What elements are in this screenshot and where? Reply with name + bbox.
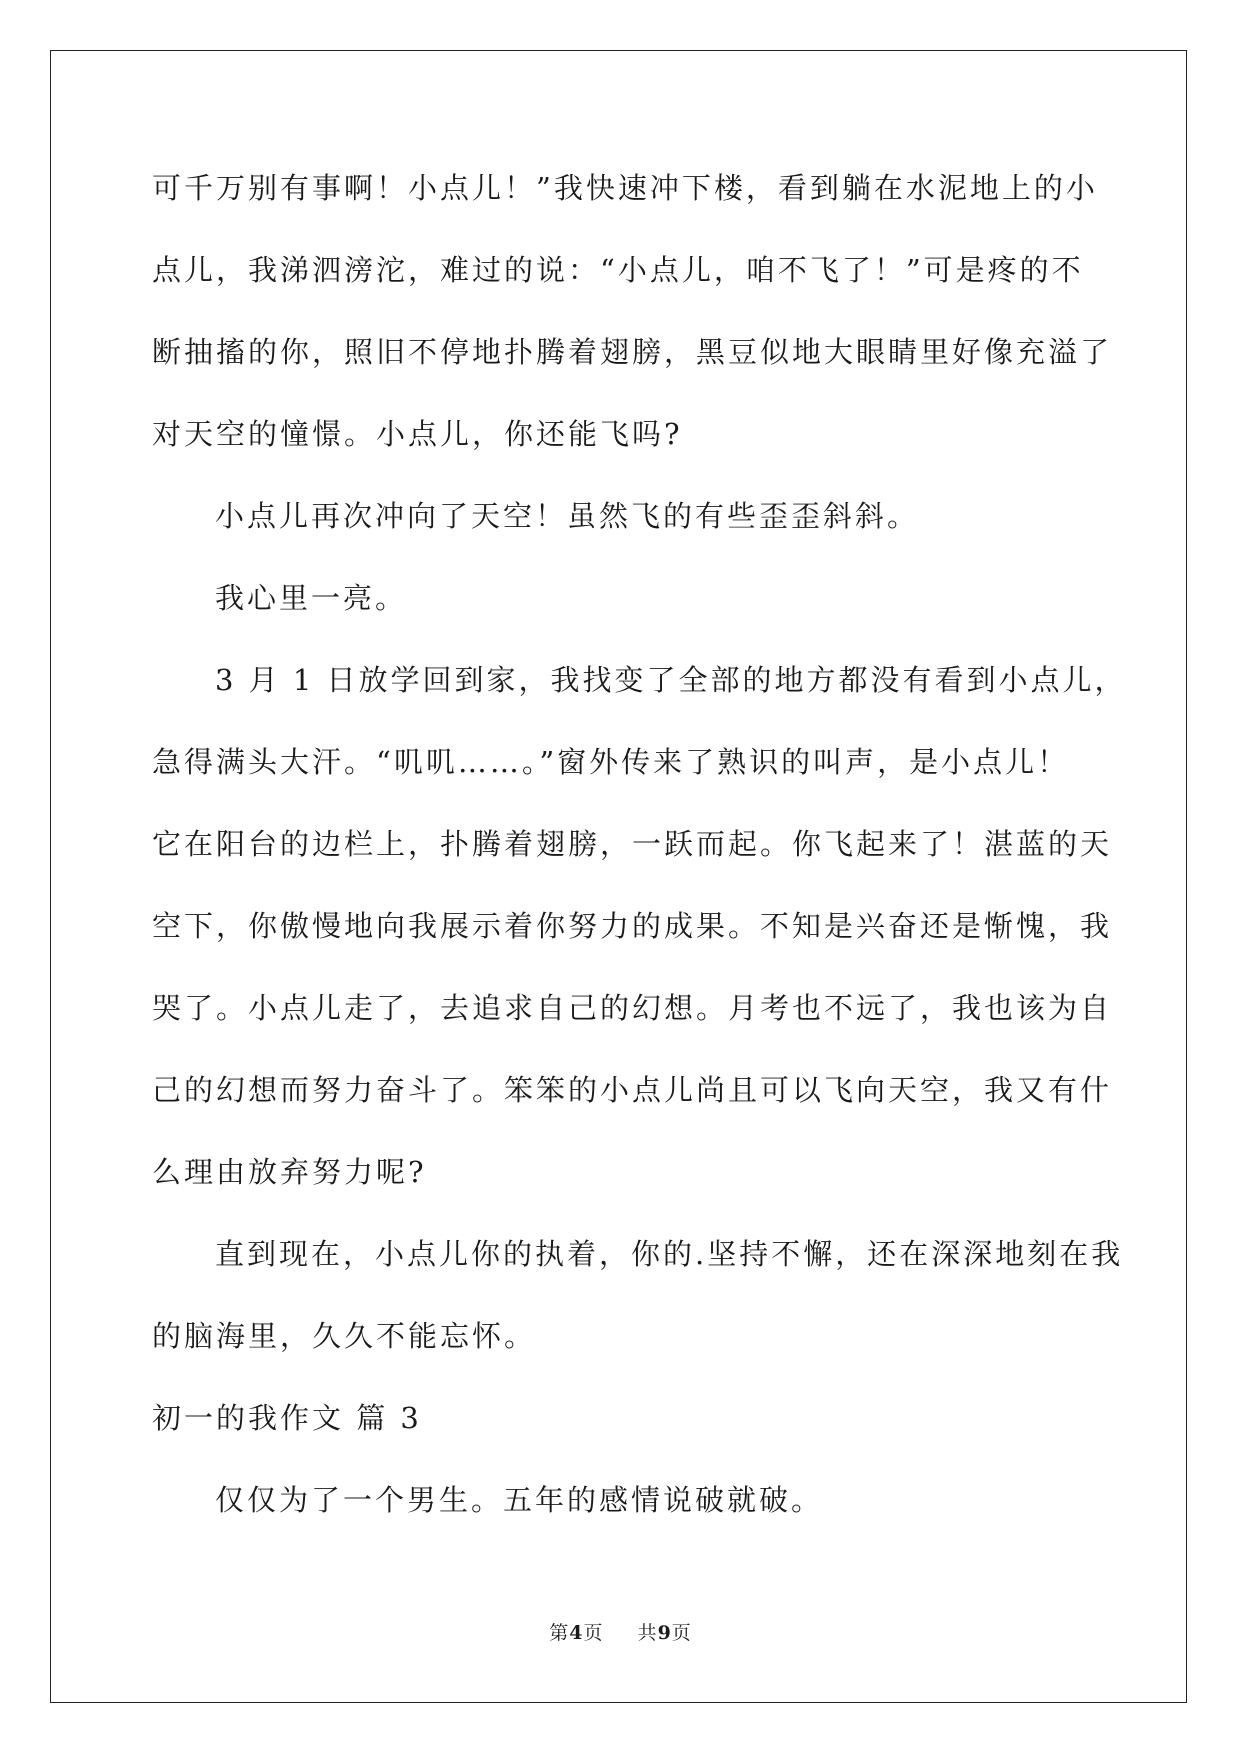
- text-line: 仅仅为了一个男生。五年的感情说破就破。: [215, 1483, 824, 1517]
- total-suffix: 页: [671, 1622, 692, 1644]
- text-line: 3 月 1 日放学回到家，我找变了全部的地方都没有看到小点儿，: [215, 663, 1127, 697]
- text-line: 急得满头大汗。“叽叽……。”窗外传来了熟识的叫声，是小点儿！: [152, 745, 1070, 779]
- text-line: 断抽搐的你，照旧不停地扑腾着翅膀，黑豆似地大眼睛里好像充溢了: [152, 335, 1113, 369]
- total-pages-number: 9: [657, 1622, 672, 1644]
- text-line: 点儿，我涕泗滂沱，难过的说：“小点儿，咱不飞了！”可是疼的不: [152, 253, 1084, 287]
- page-prefix: 第: [549, 1622, 570, 1644]
- page-suffix: 页: [583, 1622, 604, 1644]
- text-line: 己的幻想而努力奋斗了。笨笨的小点儿尚且可以飞向天空，我又有什: [152, 1073, 1113, 1107]
- text-line: 的脑海里，久久不能忘怀。: [152, 1319, 537, 1353]
- text-line: 对天空的憧憬。小点儿，你还能飞吗?: [152, 417, 683, 451]
- total-prefix: 共: [637, 1622, 658, 1644]
- current-page-number: 4: [569, 1622, 584, 1644]
- section-heading: 初一的我作文 篇 3: [152, 1401, 422, 1435]
- text-line: 可千万别有事啊！小点儿！”我快速冲下楼，看到躺在水泥地上的小: [152, 171, 1098, 205]
- text-line: 哭了。小点儿走了，去追求自己的幻想。月考也不远了，我也该为自: [152, 991, 1113, 1025]
- text-line: 么理由放弃努力呢?: [152, 1155, 427, 1189]
- page-footer: [0, 1618, 1241, 1645]
- document-body: [152, 158, 1127, 1552]
- text-line: 直到现在，小点儿你的执着，你的.坚持不懈，还在深深地刻在我: [215, 1237, 1124, 1271]
- page-number: [549, 1622, 610, 1644]
- text-line: 它在阳台的边栏上，扑腾着翅膀，一跃而起。你飞起来了！湛蓝的天: [152, 827, 1113, 861]
- text-line: 我心里一亮。: [215, 581, 408, 615]
- text-line: 小点儿再次冲向了天空！虽然飞的有些歪歪斜斜。: [215, 499, 920, 533]
- total-pages: [638, 1622, 692, 1644]
- text-line: 空下，你傲慢地向我展示着你努力的成果。不知是兴奋还是惭愧，我: [152, 909, 1113, 943]
